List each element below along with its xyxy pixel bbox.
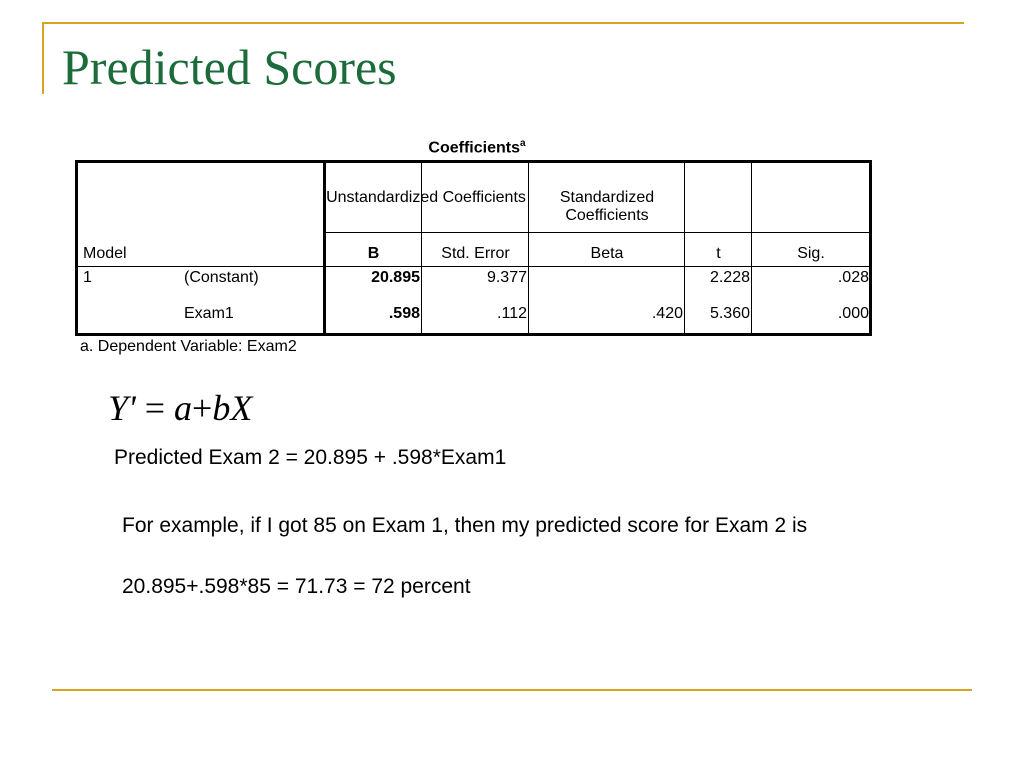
table-caption-text: Coefficients (428, 139, 520, 157)
row2-beta: .420 (651, 305, 683, 322)
formula-bx: bX (212, 388, 253, 428)
header-unstandardized: Unstandardized Coefficients (326, 189, 526, 206)
row2-term: Exam1 (184, 305, 234, 322)
formula-equals: = (144, 388, 166, 428)
slide-title: Predicted Scores (62, 39, 397, 95)
column-divider-stderr (528, 163, 529, 333)
table-footnote: a. Dependent Variable: Exam2 (80, 338, 297, 355)
row1-sig: .028 (837, 269, 869, 286)
row1-std-error: 9.377 (486, 269, 527, 286)
coefficients-table (75, 160, 872, 336)
header-std-error: Std. Error (441, 245, 510, 262)
table-caption-superscript: a (520, 138, 526, 149)
header-beta: Beta (590, 245, 624, 262)
top-rule (42, 22, 964, 24)
header-sig: Sig. (797, 245, 825, 262)
formula-plus: + (192, 388, 213, 428)
subheader-divider (324, 232, 869, 233)
row2-b: .598 (388, 305, 420, 322)
header-standardized: Standardized Coefficients (559, 189, 655, 224)
left-rule (42, 22, 44, 94)
row1-b: 20.895 (371, 269, 420, 286)
row2-sig: .000 (837, 305, 869, 322)
column-divider-beta (684, 163, 685, 333)
row1-t: 2.228 (709, 269, 750, 286)
row1-model: 1 (83, 269, 92, 286)
row2-std-error: .112 (497, 305, 527, 322)
regression-formula (108, 388, 252, 428)
bottom-rule (52, 689, 972, 691)
predicted-equation-text: Predicted Exam 2 = 20.895 + .598*Exam1 (114, 446, 507, 469)
row2-t: 5.360 (709, 305, 750, 322)
header-t: t (716, 245, 721, 262)
example-text: For example, if I got 85 on Exam 1, then my predicted score for Exam 2 is (122, 514, 808, 537)
formula-a: a (174, 388, 193, 428)
result-text: 20.895+.598*85 = 71.73 = 72 percent (122, 575, 471, 598)
header-divider (78, 266, 869, 267)
column-divider-t (751, 163, 752, 333)
row1-term: (Constant) (184, 269, 259, 286)
formula-lhs: Y' (108, 388, 136, 428)
header-b: B (367, 245, 380, 262)
header-model: Model (83, 245, 127, 262)
table-caption (322, 134, 632, 158)
